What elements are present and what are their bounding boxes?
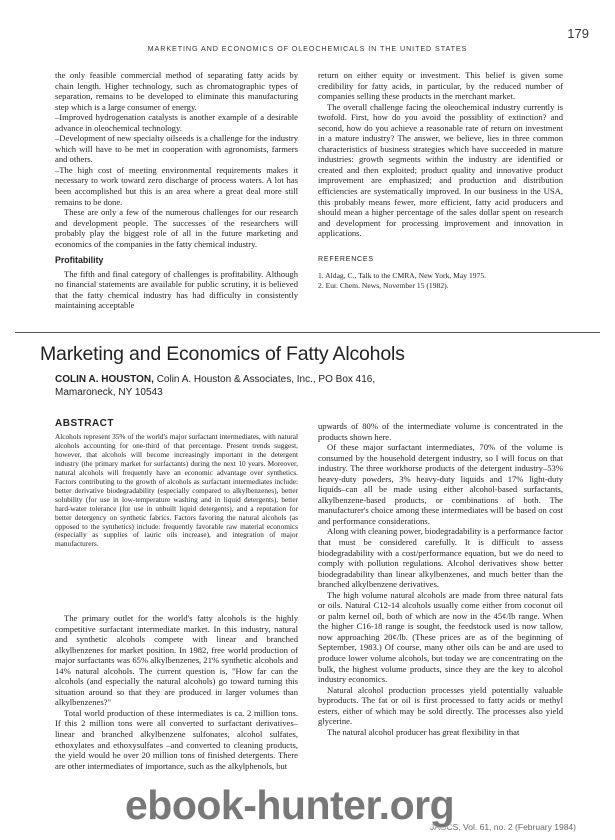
- paragraph: –Development of new specialty oilseeds is a challenge for the industry which will have to be met in cooperation with agronomists, farmers and others.: [55, 133, 298, 165]
- paragraph: return on either equity or investment. This belief is given some credibility for fatty acids, in particular, by the reduced number of companies selling these products in the merchant market.: [318, 70, 563, 102]
- paragraph: The overall challenge facing the oleochemical industry currently is twofold. First, how do you avoid the possiblity of extinction? and second, how do you achieve a reasonable rate of return on investment in a mature industry? The answer, we believe, lies in three common characteristics of business strategies which have succeeded in mature industries: growth segments within the industry are identified or created and then exploited; product quality and innovative product improvement are emphasized; and production and distribution efficiencies are systematically improved. In our business in the USA, this probably means fewer, more efficient, fatty acid producers and should mean a higher percentage of the sales dollar spent on research and development for processing improvement and innovation in applications.: [318, 101, 563, 239]
- author-name: COLIN A. HOUSTON,: [55, 374, 154, 385]
- paragraph: The fifth and final category of challenges is profitability. Although no financial statements are available for public scrutiny, it is believed that the fatty chemical industry has had difficulty in consistently maintaining acceptable: [55, 268, 298, 311]
- section-divider: [15, 332, 600, 333]
- paragraph: The high volume natural alcohols are made from three natural fats or oils. Natural C12-14 alcohols usually come either from coconut oil or palm kernel oil, both of which are now in the 45¢/lb range. When the higher C16-18 range is sought, the feedstock used is now tallow, now approaching 20¢/lb. (These prices are as of the beginning of September, 1983.) Of course, many other oils can be and are used to produce lower volume alcohols, but today we are concentrating on the bulk, the highest volume products, since they are the key to alcohol industry economics.: [318, 589, 563, 685]
- journal-footer: JAOCS, Vol. 61, no. 2 (February 1984): [430, 822, 576, 832]
- paragraph: –The high cost of meeting environmental requirements makes it necessary to work toward zero discharge of process waters. A lot has been accomplished but this is an area where a great deal more still remains to be done.: [55, 164, 298, 207]
- paragraph: Total world production of these intermediates is ca. 2 million tons. If this 2 million tons were all converted to surfactant derivatives–linear and branched alkylbenzene sulfonates, alcohol sulfates, ethoxylates and ethoxysulfates –and converted to cleaning products, the yield would be over 20 million tons of finished detergents. There are other intermediates of importance, such as the alkylphenols, but: [55, 707, 298, 771]
- paragraph: the only feasible commercial method of separating fatty acids by chain length. Higher technology, such as chromatographic types of separation, remains to be developed to eliminate this manufacturing step which is a large consumer of energy.: [55, 70, 298, 112]
- paragraph: –Improved hydrogenation catalysts is another example of a desirable advance in oleochemical technology.: [55, 112, 298, 133]
- article-title: Marketing and Economics of Fatty Alcohols: [40, 343, 405, 365]
- reference-item: 1. Aldag, C., Talk to the CMRA, New York, May 1975.: [318, 271, 487, 281]
- paragraph: upwards of 80% of the intermediate volume is concentrated in the products shown here.: [318, 421, 563, 442]
- body-left-column: [55, 613, 298, 771]
- top-right-column: [318, 70, 563, 290]
- paragraph: These are only a few of the numerous challenges for our research and development people. The successes of the researchers will probably play the biggest role of all in the future marketing and economics of the companies in the fatty chemical industry.: [55, 207, 298, 249]
- paragraph: The natural alcohol producer has great flexibility in that: [327, 726, 520, 737]
- reference-item: 2. Eur. Chem. News, November 15 (1982).: [318, 280, 449, 290]
- top-left-column: [55, 70, 298, 311]
- byline: [55, 373, 435, 399]
- page-number: 179: [567, 26, 589, 41]
- paragraph: The primary outlet for the world's fatty alcohols is the highly competitive surfactant intermediate market. In this industry, natural and synthetic alcohols compete with linear and branched alkylbenzenes for market position. In 1982, free world production of major surfactants was 65% alkylbenzenes, 21% synthetic alcohols and 14% natural alcohols. The current question is, "How far can the alcohols (and especially the natural alcohols) go toward turning this situation around so that they are produced in larger volumes than alkylbenzenes?": [55, 613, 298, 708]
- running-head: MARKETING AND ECONOMICS OF OLEOCHEMICALS IN THE UNITED STATES: [147, 44, 468, 53]
- paragraph: Of these major surfactant intermediates, 70% of the volume is consumed by the household detergent industry, so I will focus on that industry. The three workhorse products of the detergent industry–53% heavy-duty powders, 3% heavy-duty liquids and 17% light-duty liquids–can all be made using either alcohol-based surfactants, alkylbenzene-based products, or combinations of both. The manufacturer's choice among these intermediates will be based on cost and performance considerations.: [318, 442, 563, 526]
- paragraph: Along with cleaning power, biodegradability is a performance factor that must be considered carefully. It is difficult to assess biodegradability with a cost/performance equation, but we do need to comply with pollution regulations. Alcohol derivatives show better biodegradability than linear alkylbenzenes, and much better than the branched alkylbenzene derivatives.: [318, 526, 563, 590]
- paragraph: Natural alcohol production processes yield potentially valuable byproducts. The fat or oil is first processed to fatty acids or methyl esters, either of which may be sold directly. The processes also yield glycerine.: [318, 684, 563, 727]
- author-affiliation: Colin A. Houston & Associates, Inc., PO Box 416, Mamaroneck, NY 10543: [55, 374, 376, 398]
- abstract-heading: ABSTRACT: [55, 418, 114, 429]
- abstract-text: Alcohols represent 35% of the world's major surfactant intermediates, with natural alcohols accounting for one-third of that percentage. Present trends suggest, however, that alcohols will become increasingly important in the detergent industry (the primary market for surfactants) during the next 10 years. Moreover, natural alcohols will frequently have an economic advantage over synthetics. Factors contributing to the growth of alcohols as surfactant intermediates include: better derivative biodegradability (especially compared to alkylbenzenes), better solubility (for use in low-temperature washing and in liquid detergents), better hard-water tolerance (for use in unbuilt liquid detergents), and a reputation for better detergency on synthetic fabrics. Factors favoring the natural alcohols (as opposed to the synthetics) include: frequently favorable raw material economics (especially as supplies of lauric oils increase), and integration of major manufacturers.: [55, 432, 298, 549]
- watermark: ebook-hunter.org: [125, 782, 455, 828]
- section-heading-profitability: Profitability: [55, 255, 104, 266]
- body-right-column: [318, 421, 563, 737]
- references-heading: REFERENCES: [318, 255, 374, 263]
